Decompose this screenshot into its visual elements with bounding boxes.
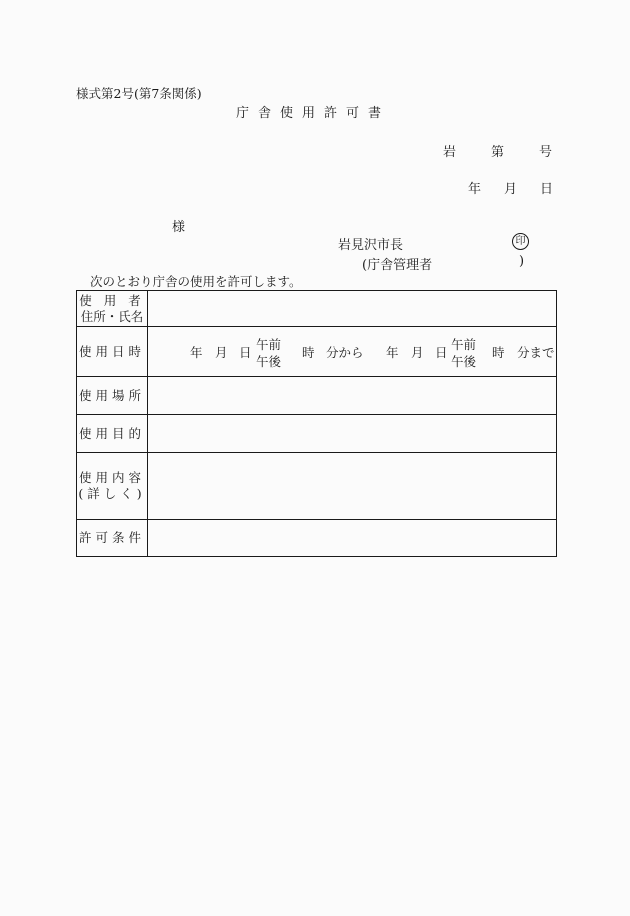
document-title: 庁舎使用許可書 [236,106,391,121]
place-value-cell[interactable] [148,377,557,415]
from-year: 年 [190,345,203,360]
date-month: 月 [504,182,518,197]
content-label-line2: (詳しく) [78,486,146,501]
table-row-content [77,453,557,520]
date-day: 日 [540,182,554,197]
date-year: 年 [468,182,482,197]
datetime-label-cell: 使用日時 [77,327,148,377]
from-am: 午前 [256,337,282,352]
from-day: 日 [239,345,252,360]
to-am: 午前 [451,337,477,352]
intro-text: 次のとおり庁舎の使用を許可します。 [90,274,302,289]
purpose-label-cell: 使用目的 [77,415,148,453]
user-label-line2: 住所・氏名 [80,308,144,324]
to-minute-label: 分まで [517,345,555,360]
table-row-place [77,377,557,415]
table-row-conditions [77,520,557,557]
issuer-title: 岩見沢市長 [338,238,404,253]
from-month: 月 [215,345,228,360]
from-hour: 時 [302,345,315,360]
number-dai: 第 [491,145,505,160]
seal-mark: 印 [512,233,529,250]
from-minute-label: 分から [326,345,364,360]
user-label-line1: 使 用 者 [79,292,145,308]
content-label-cell [77,453,148,520]
place-label-cell: 使用場所 [77,377,148,415]
manager-close-paren: ) [519,254,525,269]
conditions-label-cell: 許可条件 [77,520,148,557]
table-row-datetime [77,327,557,377]
user-label-cell [77,291,148,327]
table-row-user [77,291,557,327]
conditions-value-cell[interactable] [148,520,557,557]
form-number-label: 様式第2号(第7条関係) [76,86,202,101]
purpose-value-cell[interactable] [148,415,557,453]
user-value-cell[interactable] [148,291,557,327]
addressee-suffix: 様 [172,220,186,235]
table-row-purpose [77,415,557,453]
manager-label: (庁舎管理者 [362,258,433,273]
content-label-line1: 使用内容 [78,470,145,485]
to-day: 日 [435,345,448,360]
datetime-value-cell[interactable] [148,327,557,377]
number-prefix: 岩 [443,145,457,160]
datetime-fields [148,327,556,376]
content-value-cell[interactable] [148,453,557,520]
to-month: 月 [411,345,424,360]
to-year: 年 [386,345,399,360]
to-hour: 時 [492,345,505,360]
from-pm: 午後 [256,354,282,369]
permit-table [76,290,557,557]
to-pm: 午後 [451,354,477,369]
number-go: 号 [539,145,553,160]
